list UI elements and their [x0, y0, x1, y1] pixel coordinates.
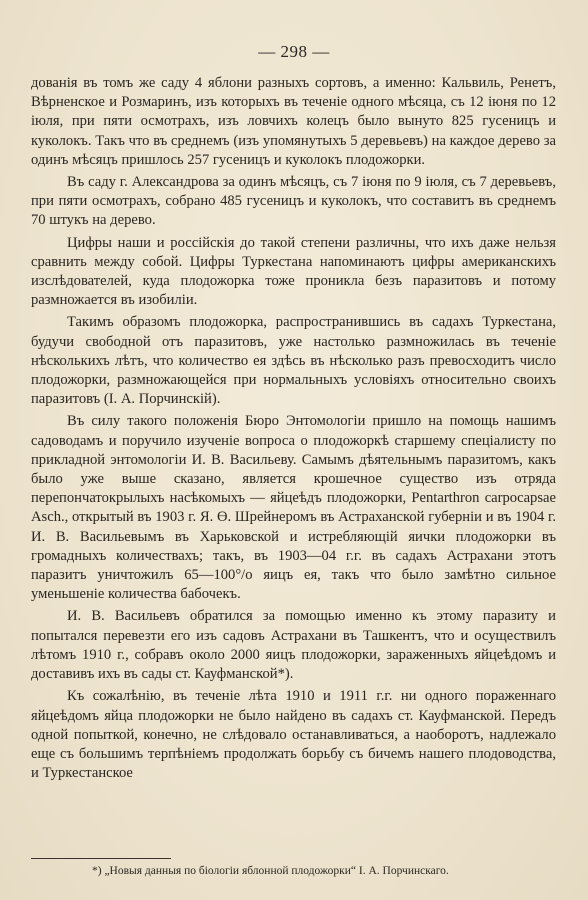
- paragraph-1: дованія въ томъ же саду 4 яблони разныхъ сортовъ, а именно: Кальвиль, Ренетъ, Вѣрненское и Розмаринъ, изъ которыхъ въ теченіе одного мѣсяца, съ 12 іюня по 12 іюля, при пяти осмотрахъ, изъ ловчихъ колецъ было вынуто 825 гусеницъ и куколокъ. Такъ что въ среднемъ (изъ упомянутыхъ 5 деревьевъ) на каждое дерево за одинъ мѣсяцъ пришлось 257 гусеницъ и куколокъ плодожорки.: [31, 75, 556, 168]
- paragraph-7: Къ сожалѣнію, въ теченіе лѣта 1910 и 1911 г.г. ни одного пораженнаго яйцеѣдомъ яйца плодожорки не было найдено въ садахъ ст. Кауфманской. Передъ одной попыткой, конечно, не слѣдовало останавливаться, а наоборотъ, надлежало еще съ большимъ терпѣніемъ продолжать борьбу съ бичемъ нашего плодоводства, и Туркестанское: [31, 688, 556, 782]
- paragraph-6: И. В. Васильевъ обратился за помощью именно къ этому паразиту и попытался перевезти его изъ садовъ Астрахани въ Ташкентъ, что и осуществилъ лѣтомъ 1910 г., собравъ около 2000 яицъ плодожорки, зараженныхъ яйцеѣдомъ и доставивъ ихъ въ сады ст. Кауфманской*).: [31, 608, 556, 683]
- page-number: — 298 —: [258, 42, 330, 61]
- footnote: *) „Новыя данныя по біологіи яблонной плодожорки“ I. А. Порчинскаго.: [92, 865, 449, 877]
- paragraph-5: Въ силу такого положенія Бюро Энтомологіи пришло на помощь нашимъ садоводамъ и поручило изученіе вопроса о плодожоркѣ старшему спеціалисту по прикладной энтомологіи И. В. Васильеву. Самымъ дѣятельнымъ паразитомъ, какъ было уже выше сказано, является крошечное существо изъ отряда перепончатокрылыхъ насѣкомыхъ — яйцеѣдъ плодожорки, Pentarthron carpocapsae Asch., открытый въ 1903 г. Я. Ө. Шрейнеромъ въ Астраханской губерніи и въ 1904 г. И. В. Васильевымъ въ Харьковской и истребляющій яички плодожорки въ громадныхъ количествахъ; такъ, въ 1903—04 г.г. въ садахъ Астрахани этотъ паразитъ уничтожилъ 65—100°/о яицъ ея, такъ что было замѣтно сильное уменьшеніе количества бабочекъ.: [31, 413, 556, 603]
- body-text: [31, 74, 556, 784]
- paragraph-4: Такимъ образомъ плодожорка, распространившись въ садахъ Туркестана, будучи свободной отъ паразитовъ, уже настолько размножилась въ теченіе нѣсколькихъ лѣтъ, что количество ея здѣсь въ нѣсколько разъ превосходитъ число плодожорки, размножающейся при нормальныхъ условіяхъ относительно своихъ паразитовъ (I. А. Порчинскій).: [31, 314, 556, 408]
- paragraph-3: Цифры наши и россійскія до такой степени различны, что ихъ даже нельзя сравнить между собой. Цифры Туркестана напоминаютъ цифры американскихъ изслѣдователей, куда плодожорка тоже проникла безъ паразитовъ и потому размножается въ изобиліи.: [31, 234, 556, 309]
- footnote-rule: [31, 858, 171, 859]
- paragraph-2: Въ саду г. Александрова за одинъ мѣсяцъ, съ 7 іюня по 9 іюля, съ 7 деревьевъ, при пяти осмотрахъ, собрано 485 гусеницъ и куколокъ, что составитъ въ среднемъ 70 штукъ на дерево.: [31, 174, 556, 229]
